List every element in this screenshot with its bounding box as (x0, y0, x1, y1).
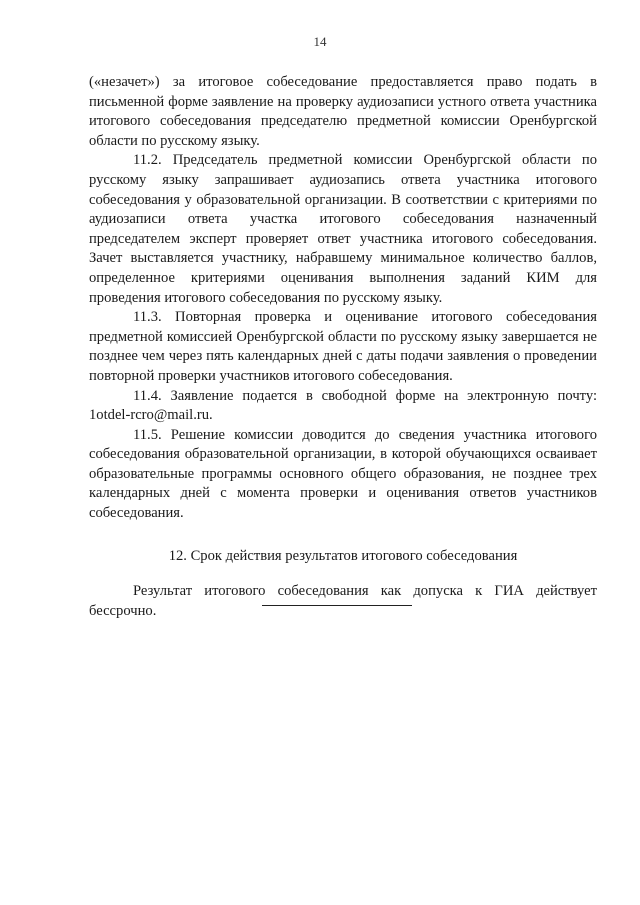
paragraph-continuation: («незачет») за итоговое собеседование предоставляется право подать в письменной форме заявление на проверку аудиозаписи устного ответа участника итогового собеседования председателю предметной комиссии Оренбургской области по русскому языку. (89, 74, 597, 149)
section-heading: 12. Срок действия результатов итогового собеседования (168, 547, 518, 564)
paragraph-11-5: 11.5. Решение комиссии доводится до сведения участника итогового собеседования образовательной организации, в которой обучающихся осваивает образовательные программы основного общего образования, не позднее трех календарных дней с момента проверки и оценивания ответов участников собеседования. (89, 426, 597, 522)
paragraph-11-2: 11.2. Председатель предметной комиссии Оренбургской области по русскому языку запрашивает аудиозапись ответа участника итогового собеседования у образовательной организации. В соответствии с критериями по аудиозаписи ответа участка итогового собеседования назначенный председателем эксперт проверяет ответ участника итогового собеседования. Зачет выставляется участнику, набравшему минимальное количество баллов, определенное критериями оценивания выполнения заданий КИМ для проведения итогового собеседования по русскому языку. (89, 152, 597, 306)
document-body (89, 73, 597, 621)
page-number: 14 (313, 34, 327, 49)
paragraph-11-3: 11.3. Повторная проверка и оценивание итогового собеседования предметной комиссией Оренбургской области по русскому языку завершается не позднее чем через пять календарных дней с даты подачи заявления о проведении повторной проверки участников итогового собеседования. (89, 309, 597, 384)
paragraph-11-4: 11.4. Заявление подается в свободной форме на электронную почту: 1otdel-rcro@mail.ru. (89, 387, 597, 424)
end-of-document-rule (262, 605, 412, 606)
section-12-text: Результат итогового собеседования как допуска к ГИА действует бессрочно. (89, 583, 597, 619)
